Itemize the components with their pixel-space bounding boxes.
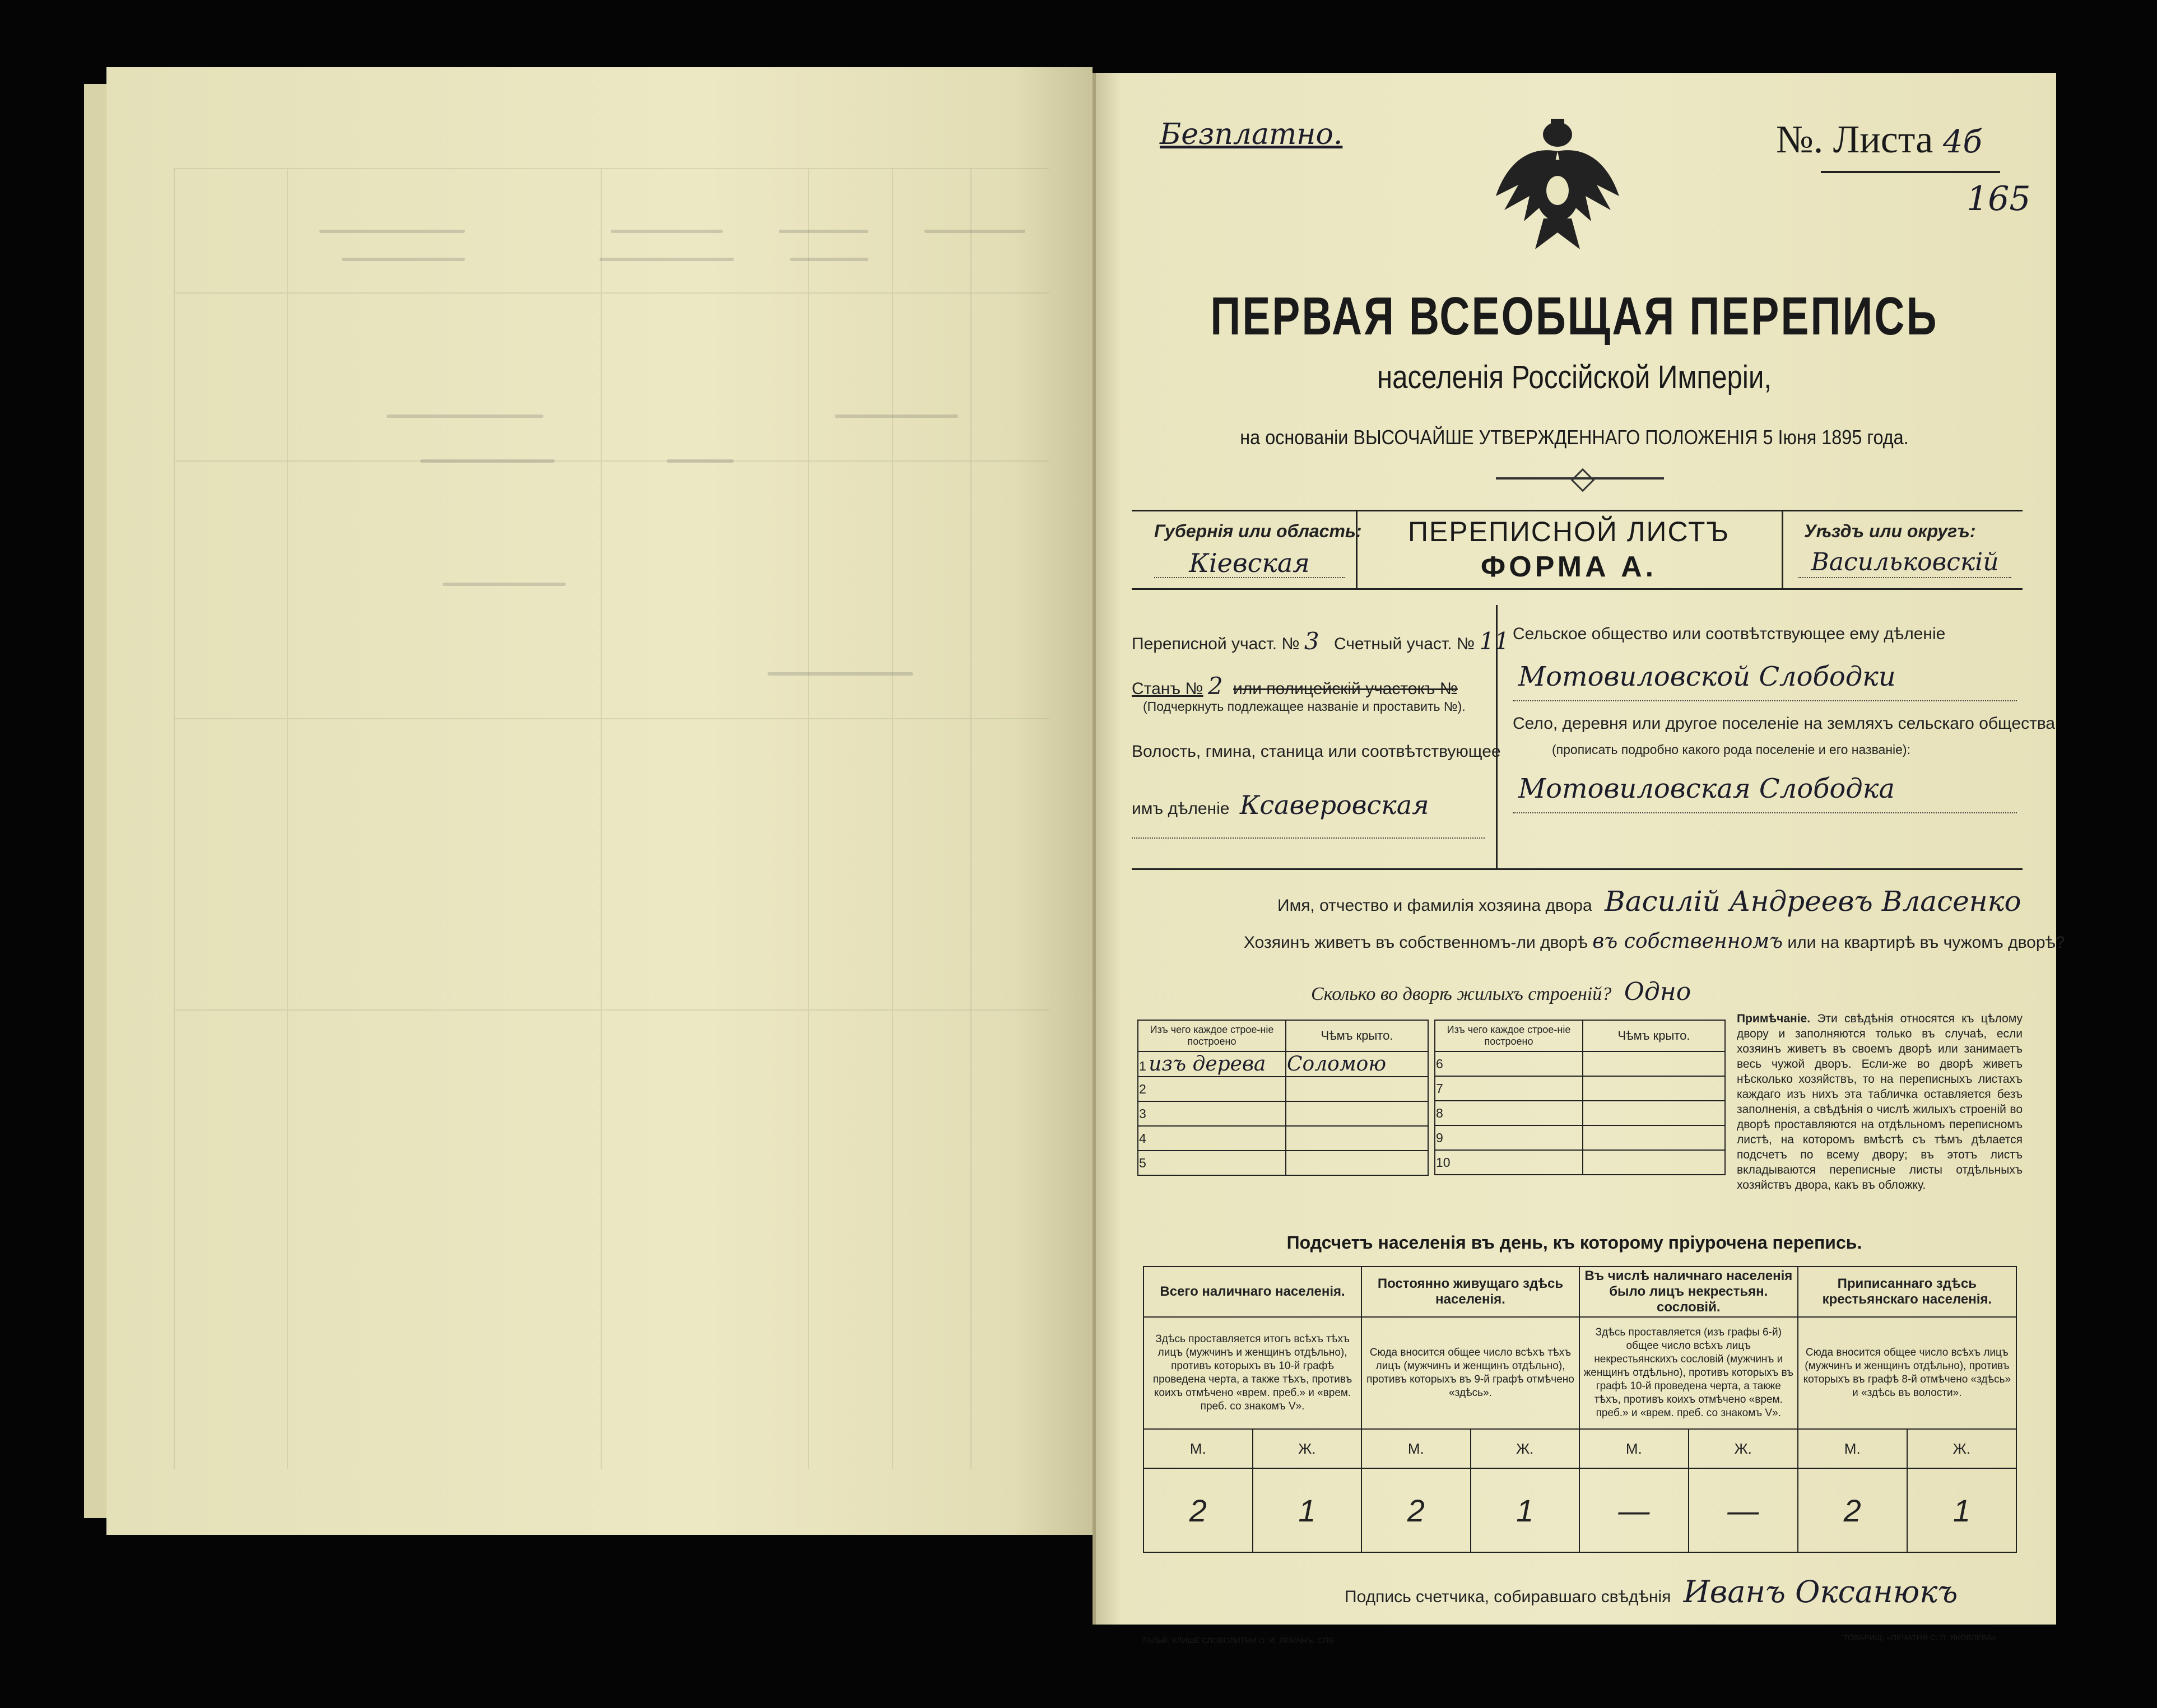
count-value: 1 bbox=[1907, 1468, 2016, 1552]
page-title: ПЕРВАЯ ВСЕОБЩАЯ ПЕРЕПИСЬ bbox=[1210, 286, 1938, 346]
buildings-table-left bbox=[1137, 1020, 1429, 1176]
table-row: 10 bbox=[1435, 1150, 1725, 1175]
form-title: ПЕРЕПИСНОЙ ЛИСТЪ bbox=[1407, 516, 1730, 547]
table-row: 1 изъ дерева Соломою bbox=[1138, 1051, 1428, 1077]
material-cell: изъ дерева bbox=[1149, 1053, 1266, 1076]
owner-lives-value: въ собственномъ bbox=[1592, 930, 1783, 953]
buildings-label: Сколько во дворѣ жилыхъ строеній? bbox=[1311, 984, 1612, 1004]
owner-lives-label-2: или на квартирѣ въ чужомъ дворѣ? bbox=[1787, 933, 2065, 952]
table-row: 5 bbox=[1138, 1151, 1428, 1175]
signature-value: Иванъ Оксанюкъ bbox=[1683, 1574, 1958, 1609]
volost-value: Ксаверовская bbox=[1239, 790, 1429, 820]
form-subtitle: ФОРМА А. bbox=[1480, 551, 1657, 583]
imprint-left: ГАЛЬВ. КЛИШЕ СЛОВОЛИТНИ О. И. ЛЕМАНЪ, СПБ bbox=[1143, 1636, 1334, 1645]
village-note: (прописать подробно какого рода поселеніе и его названіе): bbox=[1552, 742, 1910, 757]
roof-cell: Соломою bbox=[1287, 1053, 1387, 1076]
count-col-title-2: Постоянно живущаго здѣсь населенія. bbox=[1361, 1267, 1579, 1317]
table-row: 9 bbox=[1435, 1125, 1725, 1150]
owner-name-label: Имя, отчество и фамилія хозяина двора bbox=[1277, 896, 1592, 915]
left-page-bleedthrough bbox=[106, 67, 1093, 1535]
stan-value: 2 bbox=[1207, 672, 1223, 700]
table-row: 8 bbox=[1435, 1101, 1725, 1125]
imperial-eagle-emblem bbox=[1485, 112, 1630, 258]
col-roof-header: Чѣмъ крыто. bbox=[1286, 1020, 1428, 1051]
note-text: Эти свѣдѣнія относятся къ цѣлому двору и заполняются только въ случаѣ, если хозяинъ живетъ въ своемъ дворѣ или занимаетъ весь чужой дворъ. Если-же во дворѣ живетъ нѣсколько хозяйствъ, то на переписныхъ листахъ каждаго изъ нихъ эта табличка оставляется безъ заполненія, а свѣдѣнія о числѣ жилыхъ строеній во дворѣ проставляются на отдѣльномъ переписномъ листѣ, на которомъ вмѣстѣ съ тѣмъ дѣлается подсчетъ по всему двору; въ этотъ листъ вкладываются переписные листы отдѣльныхъ хозяйствъ двора, какъ въ обложку. bbox=[1737, 1012, 2023, 1192]
count-value: 2 bbox=[1798, 1468, 1907, 1552]
underline-note: (Подчеркнуть подлежащее названіе и проставить №). bbox=[1143, 699, 1466, 714]
count-col-title-1: Всего наличнаго населенія. bbox=[1143, 1267, 1361, 1317]
census-section-value: 3 bbox=[1304, 627, 1319, 655]
note-block bbox=[1737, 1011, 2023, 1193]
census-form-page bbox=[1093, 73, 2065, 1645]
female-header: Ж. bbox=[1253, 1429, 1362, 1468]
village-value: Мотовиловская Слободка bbox=[1518, 773, 1895, 804]
population-count-table: Всего наличнаго населенія. Постоянно живущаго здѣсь населенія. Въ числѣ наличнаго населенія было лицъ некрестьян. сословій. Приписаннаго здѣсь крестьянскаго населенія. Здѣсь проставляется итогъ всѣхъ тѣхъ лицъ (мужчинъ и женщинъ отдѣльно), противъ которыхъ въ 10-й графѣ проведена черта, а также тѣхъ, противъ коихъ отмѣчено «врем. преб.» и «врем. преб. со знакомъ V». Сюда вносится общее число всѣхъ тѣхъ лицъ (мужчинъ и женщинъ отдѣльно), противъ которыхъ въ 9-й графѣ отмѣчено «здѣсь». Здѣсь проставляется (изъ графы 6-й) общее число всѣхъ лицъ некрестьянскихъ сословій (мужчинъ и женщинъ отдѣльно), противъ которыхъ въ графѣ 10-й проведена черта, а также тѣхъ, противъ коихъ отмѣчено «врем. преб.» и «врем. преб. со знакомъ V». Сюда вносится общее число всѣхъ лицъ (мужчинъ и женщинъ отдѣльно), противъ которыхъ въ графѣ 8-й отмѣчено «здѣсь» и «здѣсь въ волости». М. Ж. М. Ж. М. Ж. М. Ж. 2 1 2 1 — — 2 1 bbox=[1143, 1266, 2017, 1553]
count-col-title-3: Въ числѣ наличнаго населенія было лицъ некрестьян. сословій. bbox=[1579, 1267, 1798, 1317]
count-col-title-4: Приписаннаго здѣсь крестьянскаго населенія. bbox=[1798, 1267, 2016, 1317]
village-label: Село, деревня или другое поселеніе на земляхъ сельскаго общества bbox=[1513, 714, 2056, 733]
society-value: Мотовиловской Слободки bbox=[1518, 661, 1896, 692]
bleedthrough-grid bbox=[174, 168, 1049, 1469]
sheet-no-label: №. Листа bbox=[1776, 118, 1933, 161]
volost-label: Волость, гмина, станица или соотвѣтствующее bbox=[1132, 742, 1501, 761]
stan-label: Станъ № bbox=[1132, 680, 1203, 698]
table-row: 7 bbox=[1435, 1076, 1725, 1101]
count-value: — bbox=[1689, 1468, 1798, 1552]
census-section-label: Переписной участ. № bbox=[1132, 635, 1300, 653]
buildings-table-right: Изъ чего каждое строе-ніе построено Чѣмъ крыто. 6 7 8 9 10 bbox=[1434, 1020, 1726, 1175]
count-value: 1 bbox=[1253, 1468, 1362, 1552]
count-value: 2 bbox=[1361, 1468, 1470, 1552]
signature-label: Подпись счетчика, собиравшаго свѣдѣнія bbox=[1345, 1588, 1671, 1606]
note-label: Примѣчаніе. bbox=[1737, 1012, 1811, 1025]
count-col-desc-1: Здѣсь проставляется итогъ всѣхъ тѣхъ лицъ (мужчинъ и женщинъ отдѣльно), противъ которыхъ въ 10-й графѣ проведена черта, а также тѣхъ, противъ коихъ отмѣчено «врем. преб.» и «врем. преб. со знакомъ V». bbox=[1143, 1317, 1361, 1429]
count-value: 2 bbox=[1143, 1468, 1253, 1552]
owner-name-value: Василій Андреевъ Власенко bbox=[1605, 885, 2021, 918]
table-row: 2 bbox=[1138, 1077, 1428, 1101]
owner-lives-label: Хозяинъ живетъ въ собственномъ-ли дворѣ bbox=[1244, 933, 1588, 952]
sheet-no-handwritten: 165 bbox=[1967, 179, 2031, 218]
sheet-no-crossed: 4б bbox=[1942, 124, 1982, 160]
imprint-right: ТОВАРИЩ. «ПЕЧАТНЯ С. П. ЯКОВЛЕВА» bbox=[1843, 1633, 1997, 1642]
count-section-label: Счетный участ. № bbox=[1333, 635, 1475, 653]
page-subtitle: населенія Россійской Имперіи, bbox=[1377, 359, 1772, 395]
table-row: 3 bbox=[1138, 1101, 1428, 1126]
table-row: 6 bbox=[1435, 1051, 1725, 1076]
count-section-value: 11 bbox=[1479, 627, 1509, 655]
strike-line bbox=[1821, 171, 2000, 173]
count-col-desc-3: Здѣсь проставляется (изъ графы 6-й) общее число всѣхъ лицъ некрестьянскихъ сословій (мужчинъ и женщинъ отдѣльно), противъ которыхъ въ графѣ 10-й проведена черта, а также тѣхъ, противъ коихъ отмѣчено «врем. преб.» и «врем. преб. со знакомъ V». bbox=[1579, 1317, 1798, 1429]
count-col-desc-4: Сюда вносится общее число всѣхъ лицъ (мужчинъ и женщинъ отдѣльно), противъ которыхъ въ графѣ 8-й отмѣчено «здѣсь» и «здѣсь въ волости». bbox=[1798, 1317, 2016, 1429]
count-value: 1 bbox=[1471, 1468, 1579, 1552]
province-value: Кіевская bbox=[1189, 548, 1310, 578]
count-col-desc-2: Сюда вносится общее число всѣхъ тѣхъ лицъ (мужчинъ и женщинъ отдѣльно), противъ которыхъ въ 9-й графѣ отмѣчено «здѣсь». bbox=[1361, 1317, 1579, 1429]
district-value: Васильковскій bbox=[1811, 548, 1999, 576]
police-label: или полицейскій участокъ № bbox=[1233, 680, 1458, 698]
table-row: 4 bbox=[1138, 1126, 1428, 1151]
province-label: Губернія или область: bbox=[1154, 521, 1362, 541]
buildings-value: Одно bbox=[1624, 978, 1691, 1006]
district-label: Уѣздъ или округъ: bbox=[1804, 521, 1976, 541]
count-value: — bbox=[1579, 1468, 1689, 1552]
free-label: Безплатно. bbox=[1160, 118, 1343, 151]
volost-label-2: имъ дѣленіе bbox=[1132, 799, 1230, 818]
legal-basis: на основаніи ВЫСОЧАЙШЕ УТВЕРЖДЕННАГО ПОЛОЖЕНІЯ 5 Іюня 1895 года. bbox=[1240, 426, 1909, 449]
col-material-header: Изъ чего каждое строе-ніе построено bbox=[1138, 1020, 1286, 1051]
society-label: Сельское общество или соотвѣтствующее ему дѣленіе bbox=[1513, 625, 1946, 643]
male-header: М. bbox=[1143, 1429, 1253, 1468]
count-heading: Подсчетъ населенія въ день, къ которому пріурочена перепись. bbox=[1286, 1232, 1862, 1253]
